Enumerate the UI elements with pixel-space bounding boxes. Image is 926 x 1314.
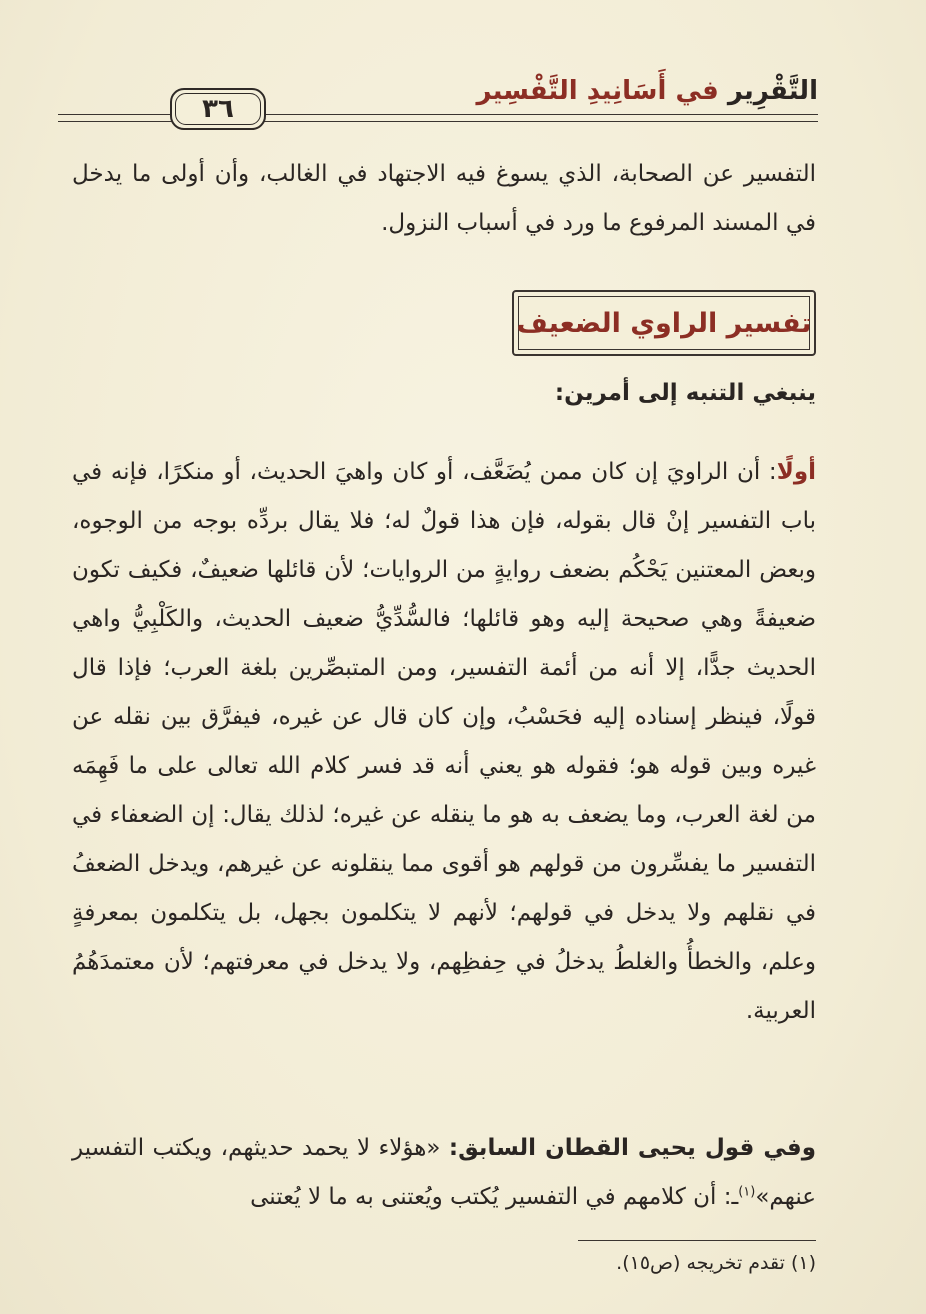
footnote-marker[interactable]: (١) <box>738 1184 756 1200</box>
paragraph-first <box>72 448 816 1036</box>
running-head <box>476 76 818 106</box>
section-title-frame <box>512 290 816 356</box>
paragraph-first-text: : أن الراويَ إن كان ممن يُضَعَّف، أو كان واهيَ الحديث، أو منكرًا، فإنه في باب التفسير إنْ قال بقوله، فإن هذا قولٌ له؛ فلا يقال بردِّه بوجه من الوجوه، وبعض المعتنين يَحْكُم بضعف روايةٍ من الروايات؛ لأن قائلها ضعيفٌ، فكيف تكون ضعيفةً وهي صحيحة إليه وهو قائلها؛ فالسُّدِّيُّ ضعيف الحديث، والكَلْبِيُّ واهي الحديث جدًّا، إلا أنه من أئمة التفسير، ومن المتبصِّرين بلغة العرب؛ فإذا قال قولًا، فينظر إسناده إليه فحَسْبُ، وإن كان قال عن غيره، فيفرَّق بين نقله عن غيره وبين قوله هو؛ فقوله هو يعني أنه قد فسر كلام الله تعالى على ما فَهِمَه من لغة العرب، وما يضعف به هو ما ينقله عن غيره؛ لذلك يقال: إن الضعفاء في التفسير ما يفسِّرون من قولهم هو أقوى مما ينقلونه عن غيرهم، ويدخل الضعفُ في نقلهم ولا يدخل في قولهم؛ لأنهم لا يتكلمون بجهل، بل يتكلمون بمعرفةٍ وعلم، والخطأُ والغلطُ يدخلُ في حِفظِهم، ولا يدخل في معرفتهم؛ لأن معتمدَهُمُ العربية. <box>72 459 816 1024</box>
paragraph-second-quote: «هؤلاء لا يحمد حديثهم، ويكتب التفسير عنهم» <box>72 1135 816 1210</box>
paragraph-second <box>72 1124 816 1222</box>
section-title: تفسير الراوي الضعيف <box>516 307 812 339</box>
running-head-part1: التَّقْرِير <box>727 76 818 106</box>
footnote: (١) تقدم تخريجه (ص١٥). <box>616 1252 816 1274</box>
page-header <box>58 68 818 132</box>
paragraph-second-text: ـ: أن كلامهم في التفسير يُكتب ويُعتنى به ما لا يُعتنى <box>250 1184 739 1210</box>
running-head-part3: أَسَانِيدِ التَّفْسِير <box>476 76 667 106</box>
page-number-frame <box>170 88 266 130</box>
footnote-rule <box>578 1240 816 1241</box>
page-number: ٣٦ <box>202 94 234 124</box>
running-head-part2: في <box>675 76 719 106</box>
intro-paragraph: التفسير عن الصحابة، الذي يسوغ فيه الاجتهاد في الغالب، وأن أولى ما يدخل في المسند المرفوع ما ورد في أسباب النزول. <box>72 161 816 236</box>
paragraph-second-lead: وفي قول يحيى القطان السابق: <box>448 1135 816 1161</box>
paragraph-first-lead: أولًا <box>776 459 816 485</box>
note-line: ينبغي التنبه إلى أمرين: <box>554 380 816 406</box>
